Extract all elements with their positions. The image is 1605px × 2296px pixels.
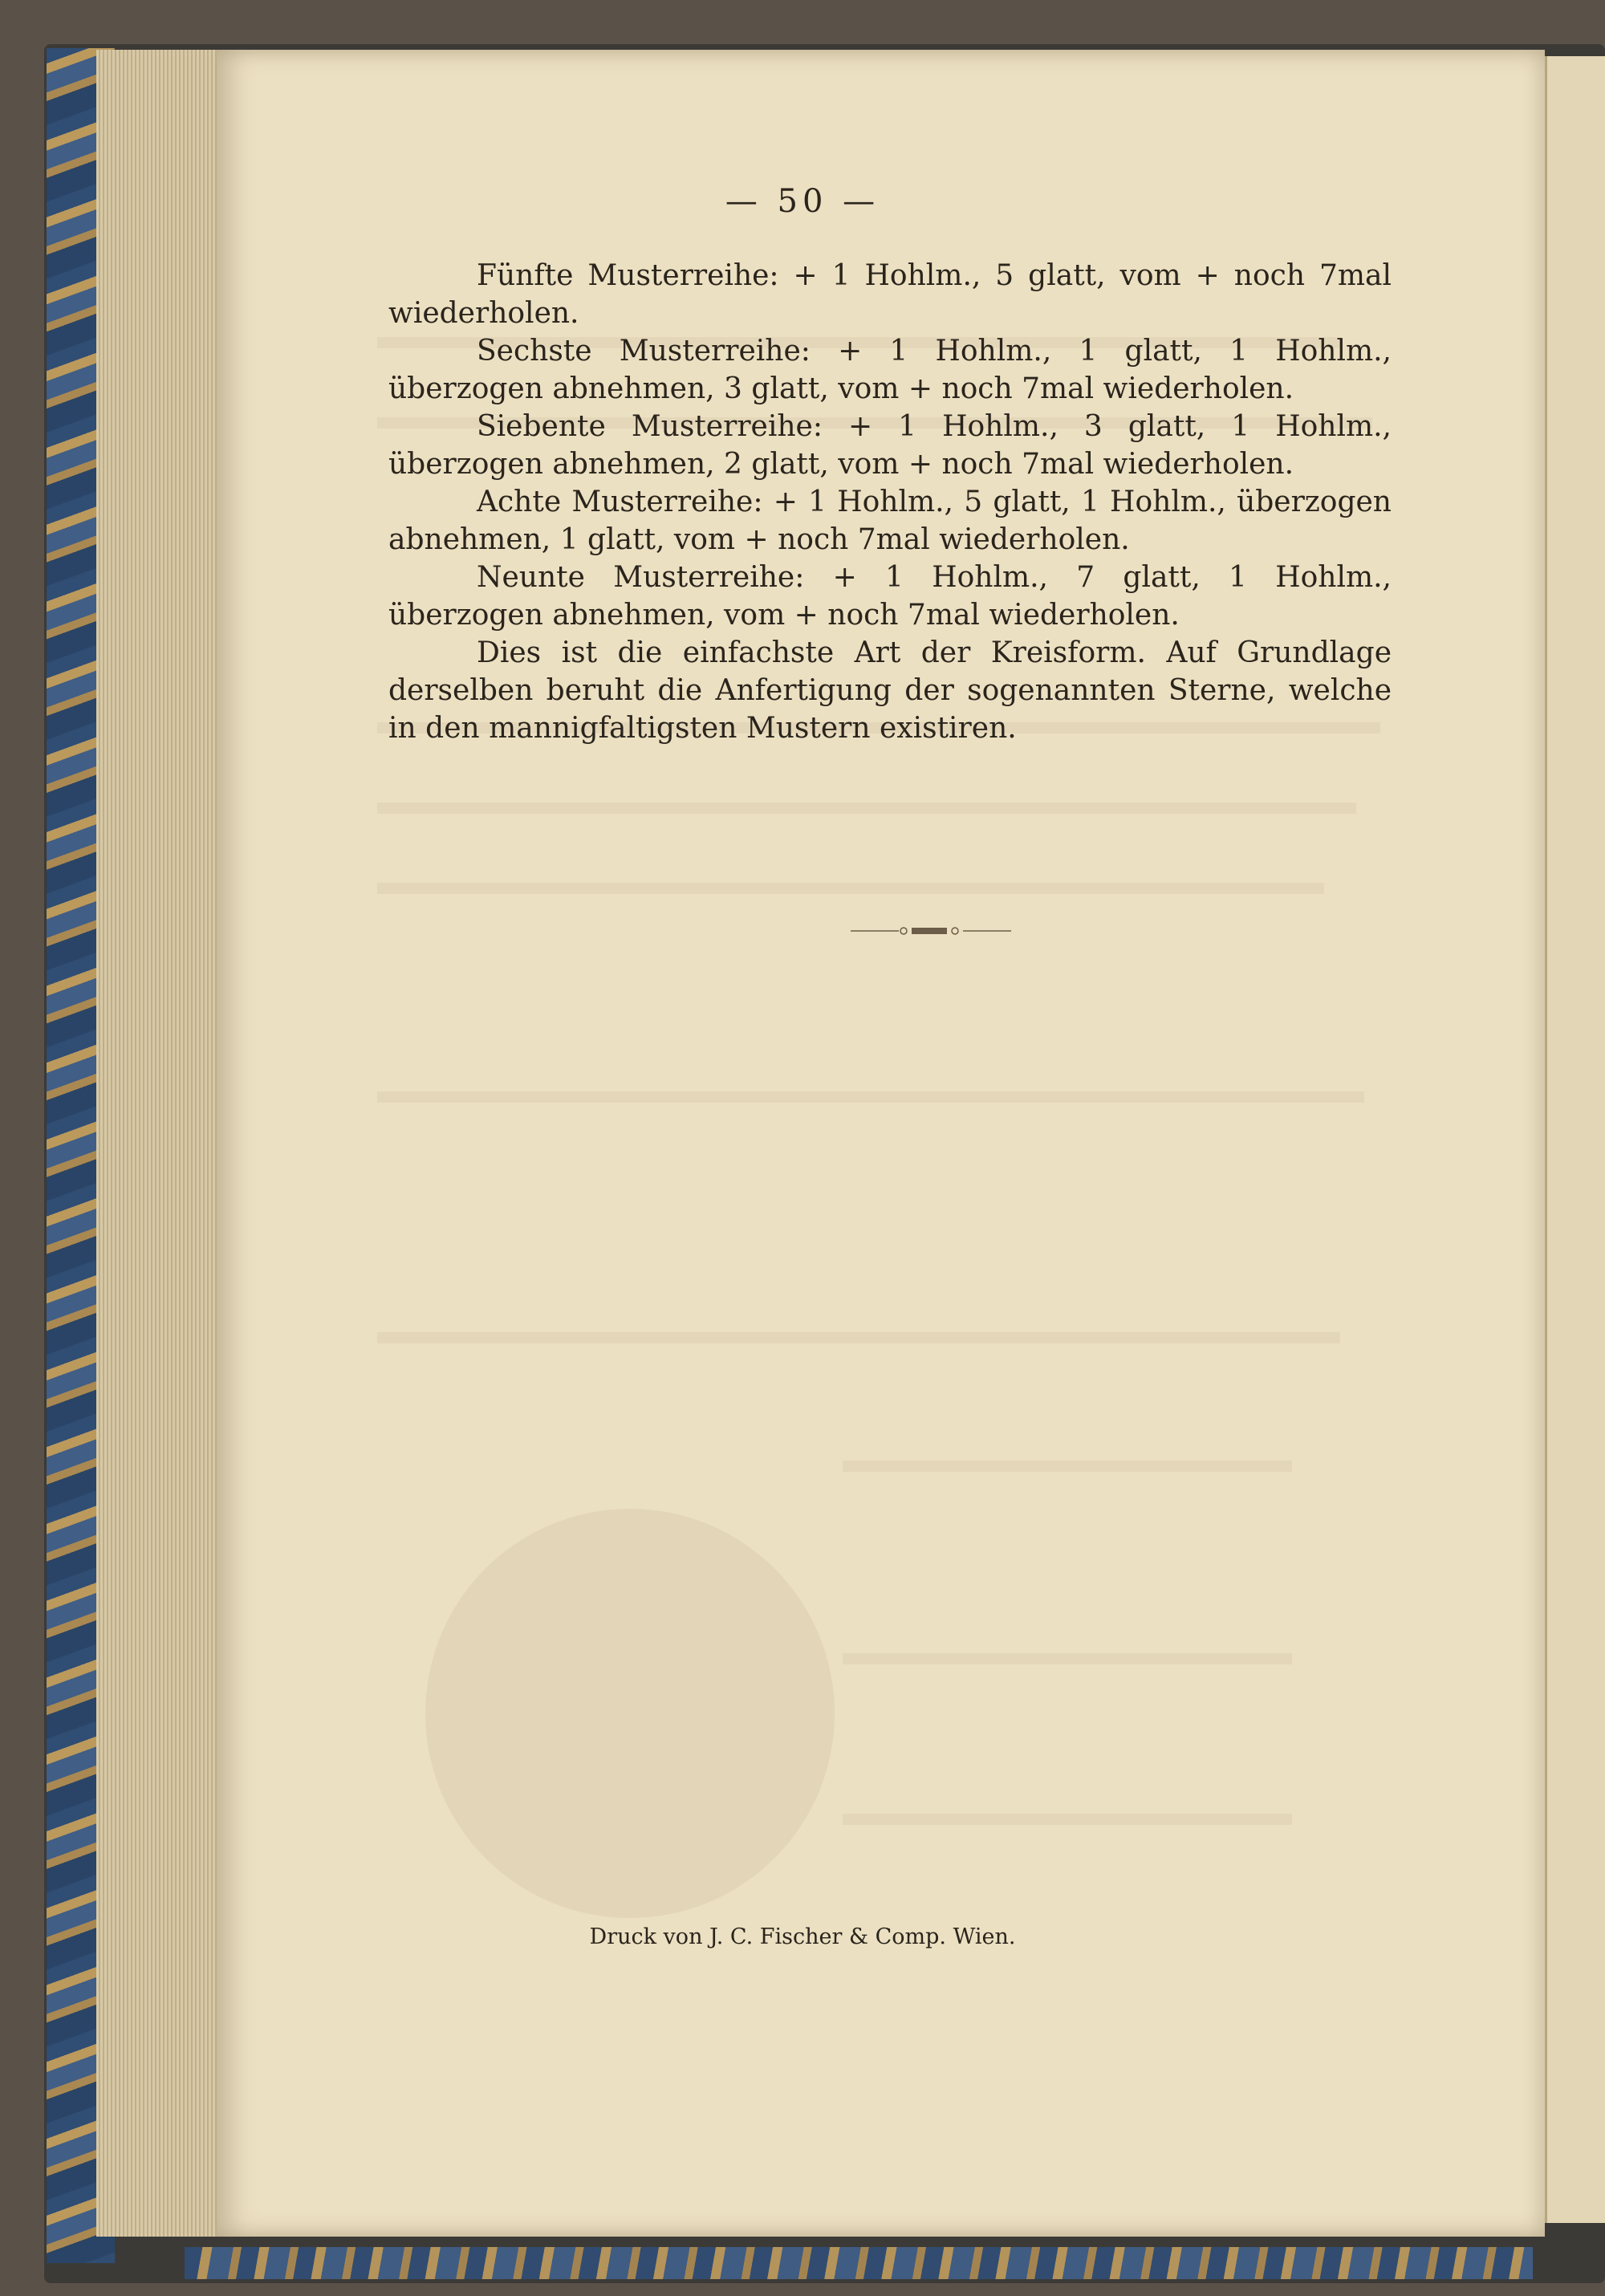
paragraph-fifth-row: Fünfte Musterreihe: + 1 Hohlm., 5 glatt, vom + noch 7mal wiederholen. [388, 259, 1392, 330]
facing-page-edge [1545, 56, 1605, 2223]
printer-imprint: Druck von J. C. Fischer & Comp. Wien. [589, 1924, 1016, 1949]
ornament-divider [851, 923, 1011, 939]
paragraph-seventh-row: Siebente Musterreihe: + 1 Hohlm., 3 glatt, 1 Hohlm., überzogen abnehmen, 2 glatt, vom + noch 7mal wiederholen. [388, 410, 1392, 481]
marbled-edge [185, 2247, 1533, 2279]
page-number: — 50 — [725, 183, 880, 220]
body-text [388, 257, 1392, 747]
paragraph-conclusion: Dies ist die einfachste Art der Kreisform. Auf Grundlage derselben beruht die Anfertigung der sogenannten Sterne, welche in den mannigfaltigsten Mustern existiren. [388, 636, 1392, 745]
paragraph-eighth-row: Achte Musterreihe: + 1 Hohlm., 5 glatt, 1 Hohlm., überzogen abnehmen, 1 glatt, vom + noch 7mal wiederholen. [388, 486, 1392, 556]
paragraph-ninth-row: Neunte Musterreihe: + 1 Hohlm., 7 glatt, 1 Hohlm., überzogen abnehmen, vom + noch 7mal wiederholen. [388, 561, 1392, 632]
page-stack [96, 50, 225, 2237]
paragraph-sixth-row: Sechste Musterreihe: + 1 Hohlm., 1 glatt, 1 Hohlm., überzogen abnehmen, 3 glatt, vom + noch 7mal wiederholen. [388, 335, 1392, 405]
